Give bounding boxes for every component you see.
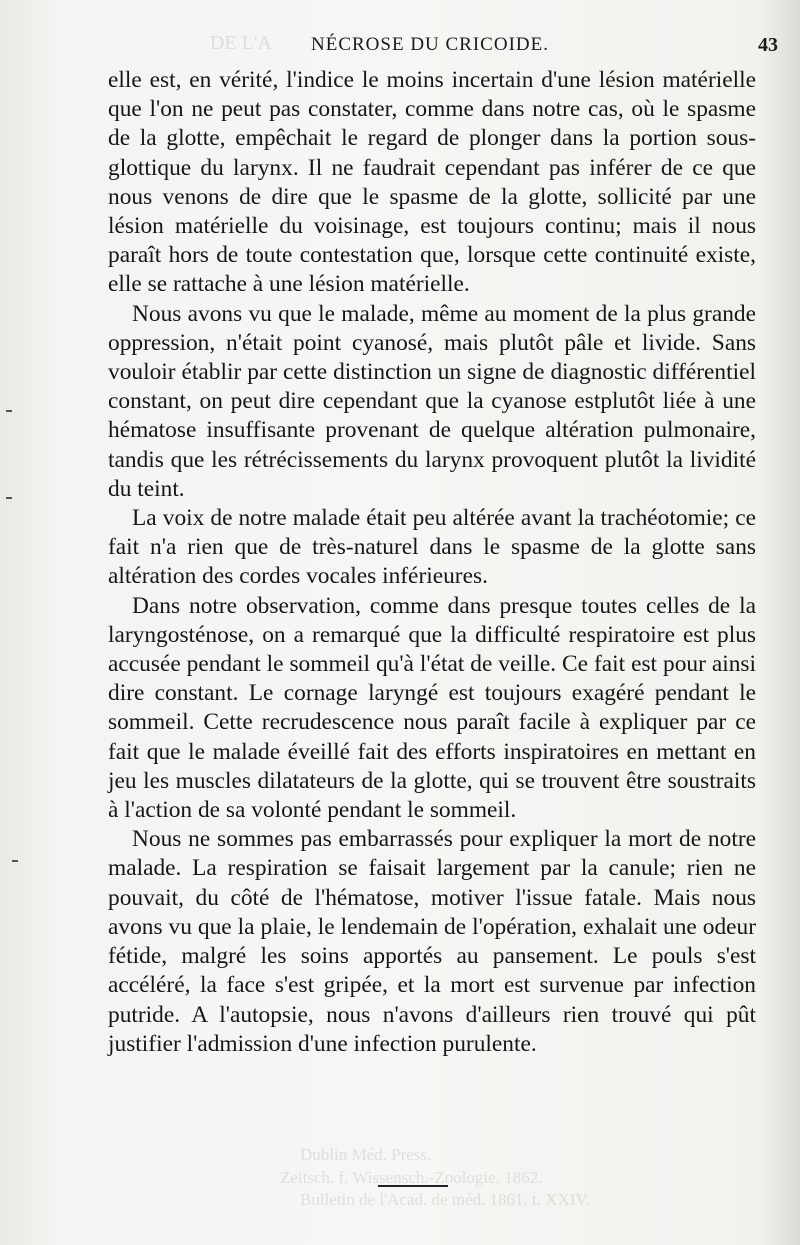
show-through-text: DE L'A [210, 32, 272, 54]
show-through-text: Bulletin de l'Acad. de méd. 1861, t. XXIV. [300, 1190, 590, 1209]
page-header [0, 34, 800, 64]
paragraph: Dans notre observation, comme dans presque toutes celles de la laryngosténose, on a remarqué que la difficulté respiratoire est plus accusée pendant le sommeil qu'à l'état de veille. Ce fait est pour ainsi dire constant. Le cornage laryngé est toujours exagéré pendant le sommeil. Cette recrudescence nous paraît facile à expliquer par ce fait que le malade éveillé fait des efforts inspiratoires en mettant en jeu les muscles dilatateurs de la glotte, qui se trouvent être soustraits à l'action de sa volonté pendant le sommeil. [108, 592, 756, 824]
body-text [108, 66, 756, 1059]
end-rule [378, 1185, 448, 1187]
page-number: 43 [758, 34, 778, 56]
paragraph: elle est, en vérité, l'indice le moins incertain d'une lésion matérielle que l'on ne peut pas constater, comme dans notre cas, où le spasme de la glotte, empêchait le regard de plonger dans la portion sous-glottique du larynx. Il ne faudrait cependant pas inférer de ce que nous venons de dire que le spasme de la glotte, sollicité par une lésion matérielle du voisinage, est toujours continu; mais il nous paraît hors de toute contestation que, lorsque cette continuité existe, elle se rattache à une lésion matérielle. [108, 67, 756, 298]
show-through-text: Dublin Méd. Press. [300, 1145, 432, 1164]
margin-mark [6, 410, 12, 412]
paragraph: La voix de notre malade était peu altérée avant la trachéotomie; ce fait n'a rien que de très-naturel dans le spasme de la glotte sans altération des cordes vocales inférieures. [108, 505, 756, 590]
paragraph: Nous ne sommes pas embarrassés pour expliquer la mort de notre malade. La respiration se faisait largement par la canule; rien ne pouvait, du côté de l'hématose, motiver l'issue fatale. Mais nous avons vu que la plaie, le lendemain de l'opération, exhalait une odeur fétide, malgré les soins apportés au pansement. Le pouls s'est accéléré, la face s'est gripée, et la mort est survenue par infection putride. A l'autopsie, nous n'avons d'ailleurs rien trouvé qui pût justifier l'admission d'une infection purulente. [108, 826, 756, 1057]
margin-mark [12, 860, 18, 862]
running-title: NÉCROSE DU CRICOIDE. [311, 34, 549, 55]
margin-mark [6, 497, 12, 499]
show-through-text: Zeitsch. f. Wissensch.-Zoologie. 1862. [280, 1168, 543, 1187]
paragraph: Nous avons vu que le malade, même au moment de la plus grande oppression, n'était point cyanosé, mais plutôt pâle et livide. Sans vouloir établir par cette distinction un signe de diagnostic différentiel constant, on peut dire cependant que la cyanose estplutôt liée à une hématose insuffisante provenant de quelque altération pulmonaire, tandis que les rétrécissements du larynx provoquent plutôt la lividité du teint. [108, 300, 756, 502]
